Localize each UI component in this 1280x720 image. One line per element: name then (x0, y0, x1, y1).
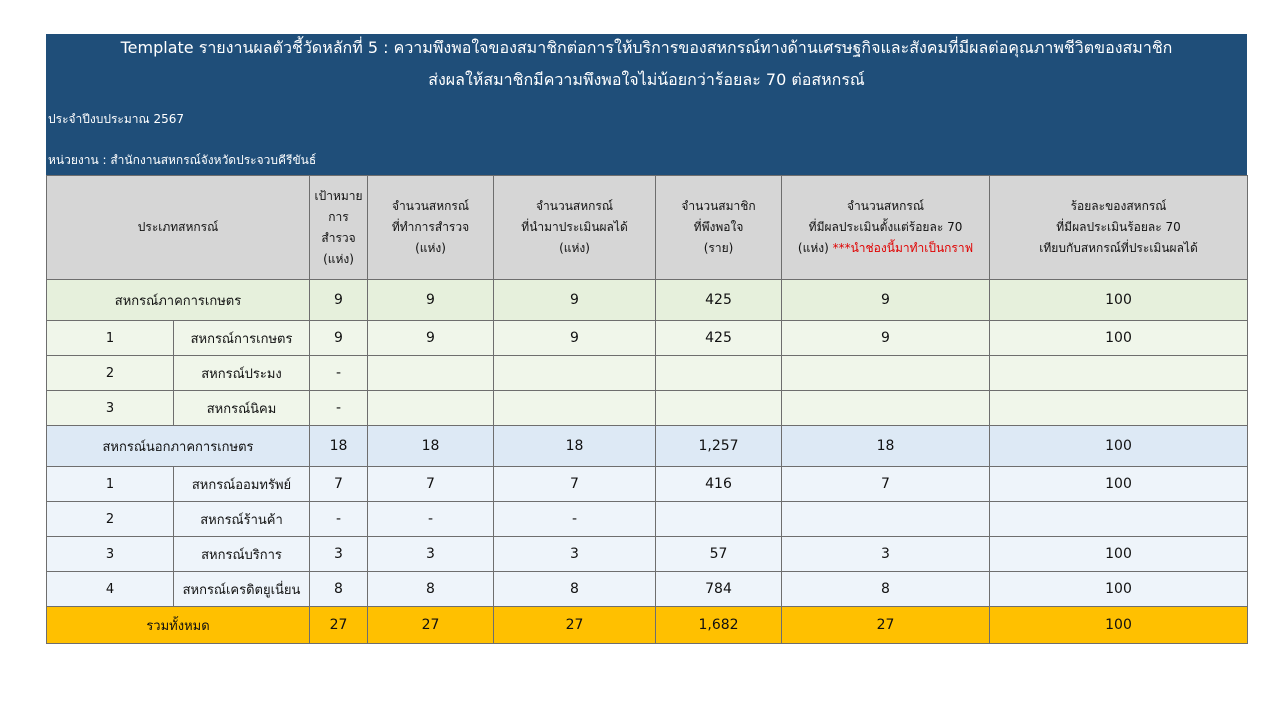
cell-members[interactable]: 1,682 (656, 607, 782, 644)
cell-members[interactable]: 1,257 (656, 426, 782, 467)
cell-members[interactable]: 425 (656, 280, 782, 321)
cell-members[interactable]: 57 (656, 537, 782, 572)
cell-percent[interactable]: 100 (990, 280, 1248, 321)
cell-over70[interactable] (782, 502, 990, 537)
cell-over70[interactable]: 18 (782, 426, 990, 467)
col-header-over70[interactable]: จำนวนสหกรณ์ ที่มีผลประเมินตั้งแต่ร้อยละ 70 (แห่ง) ***นำช่องนี้มาทำเป็นกราฟ (782, 176, 990, 280)
cell-no[interactable]: 1 (47, 321, 174, 356)
report-sheet (46, 34, 1247, 644)
cell-surveyed[interactable]: 7 (368, 467, 494, 502)
cell-evaluable[interactable]: 9 (494, 280, 656, 321)
col-header-type[interactable]: ประเภทสหกรณ์ (47, 176, 310, 280)
cell-members[interactable]: 784 (656, 572, 782, 607)
report-title-line1: Template รายงานผลตัวชี้วัดหลักที่ 5 : ความพึงพอใจของสมาชิกต่อการให้บริการของสหกรณ์ทางด้านเศรษฐกิจและสังคมที่มีผลต่อคุณภาพชีวิตของสมาชิก (120, 38, 1173, 57)
cell-surveyed[interactable]: 9 (368, 280, 494, 321)
col-header-surveyed[interactable]: จำนวนสหกรณ์ ที่ทำการสำรวจ (แห่ง) (368, 176, 494, 280)
cell-target[interactable]: 9 (310, 280, 368, 321)
cell-over70[interactable] (782, 391, 990, 426)
cell-name[interactable]: สหกรณ์ร้านค้า (174, 502, 310, 537)
cell-percent[interactable] (990, 356, 1248, 391)
cell-surveyed[interactable] (368, 391, 494, 426)
table-row (47, 537, 1248, 572)
cell-target[interactable]: 3 (310, 537, 368, 572)
cell-percent[interactable]: 100 (990, 572, 1248, 607)
graph-note: ***นำช่องนี้มาทำเป็นกราฟ (832, 241, 974, 255)
cell-no[interactable]: 2 (47, 356, 174, 391)
cell-target[interactable]: 18 (310, 426, 368, 467)
cell-group-name[interactable]: สหกรณ์ภาคการเกษตร (47, 280, 310, 321)
cell-name[interactable]: สหกรณ์ประมง (174, 356, 310, 391)
cell-evaluable[interactable] (494, 356, 656, 391)
cell-over70[interactable]: 9 (782, 321, 990, 356)
group-row-nonagri (47, 426, 1248, 467)
header-row (47, 176, 1248, 280)
cell-evaluable[interactable]: 18 (494, 426, 656, 467)
cell-evaluable[interactable] (494, 391, 656, 426)
group-row-agri (47, 280, 1248, 321)
cell-percent[interactable]: 100 (990, 607, 1248, 644)
cell-percent[interactable]: 100 (990, 467, 1248, 502)
cell-no[interactable]: 2 (47, 502, 174, 537)
cell-members[interactable] (656, 391, 782, 426)
report-table (46, 175, 1248, 644)
cell-target[interactable]: - (310, 391, 368, 426)
cell-over70[interactable]: 8 (782, 572, 990, 607)
cell-name[interactable]: สหกรณ์การเกษตร (174, 321, 310, 356)
cell-surveyed[interactable]: 9 (368, 321, 494, 356)
col-header-evaluable[interactable]: จำนวนสหกรณ์ ที่นำมาประเมินผลได้ (แห่ง) (494, 176, 656, 280)
cell-evaluable[interactable]: 3 (494, 537, 656, 572)
col-header-target[interactable]: เป้าหมาย การ สำรวจ (แห่ง) (310, 176, 368, 280)
cell-over70[interactable]: 3 (782, 537, 990, 572)
cell-name[interactable]: สหกรณ์เครดิตยูเนี่ยน (174, 572, 310, 607)
cell-over70[interactable]: 7 (782, 467, 990, 502)
table-row (47, 391, 1248, 426)
cell-name[interactable]: สหกรณ์ออมทรัพย์ (174, 467, 310, 502)
cell-members[interactable]: 425 (656, 321, 782, 356)
cell-percent[interactable]: 100 (990, 321, 1248, 356)
cell-no[interactable]: 3 (47, 537, 174, 572)
cell-total-label[interactable]: รวมทั้งหมด (47, 607, 310, 644)
col-header-members[interactable]: จำนวนสมาชิก ที่พึงพอใจ (ราย) (656, 176, 782, 280)
cell-evaluable[interactable]: - (494, 502, 656, 537)
cell-target[interactable]: 27 (310, 607, 368, 644)
fiscal-year-label: ประจำปีงบประมาณ 2567 (48, 112, 185, 126)
report-banner (46, 34, 1247, 175)
table-row (47, 572, 1248, 607)
cell-evaluable[interactable]: 27 (494, 607, 656, 644)
cell-no[interactable]: 1 (47, 467, 174, 502)
table-row (47, 321, 1248, 356)
cell-target[interactable]: 8 (310, 572, 368, 607)
cell-target[interactable]: - (310, 502, 368, 537)
cell-surveyed[interactable] (368, 356, 494, 391)
cell-evaluable[interactable]: 8 (494, 572, 656, 607)
cell-no[interactable]: 3 (47, 391, 174, 426)
cell-group-name[interactable]: สหกรณ์นอกภาคการเกษตร (47, 426, 310, 467)
cell-surveyed[interactable]: 27 (368, 607, 494, 644)
cell-evaluable[interactable]: 9 (494, 321, 656, 356)
cell-members[interactable] (656, 502, 782, 537)
table-row (47, 356, 1248, 391)
cell-name[interactable]: สหกรณ์นิคม (174, 391, 310, 426)
cell-over70[interactable] (782, 356, 990, 391)
cell-no[interactable]: 4 (47, 572, 174, 607)
table-row (47, 502, 1248, 537)
col-header-percent[interactable]: ร้อยละของสหกรณ์ ที่มีผลประเมินร้อยละ 70 เทียบกับสหกรณ์ที่ประเมินผลได้ (990, 176, 1248, 280)
agency-label: หน่วยงาน : สำนักงานสหกรณ์จังหวัดประจวบคีรีขันธ์ (48, 153, 317, 167)
total-row (47, 607, 1248, 644)
cell-percent[interactable]: 100 (990, 537, 1248, 572)
cell-target[interactable]: - (310, 356, 368, 391)
cell-over70[interactable]: 9 (782, 280, 990, 321)
cell-surveyed[interactable]: 3 (368, 537, 494, 572)
cell-members[interactable]: 416 (656, 467, 782, 502)
cell-surveyed[interactable]: - (368, 502, 494, 537)
cell-evaluable[interactable]: 7 (494, 467, 656, 502)
cell-percent[interactable] (990, 502, 1248, 537)
cell-name[interactable]: สหกรณ์บริการ (174, 537, 310, 572)
cell-members[interactable] (656, 356, 782, 391)
cell-surveyed[interactable]: 18 (368, 426, 494, 467)
cell-surveyed[interactable]: 8 (368, 572, 494, 607)
cell-percent[interactable] (990, 391, 1248, 426)
cell-over70[interactable]: 27 (782, 607, 990, 644)
cell-target[interactable]: 7 (310, 467, 368, 502)
cell-percent[interactable]: 100 (990, 426, 1248, 467)
report-title-line2: ส่งผลให้สมาชิกมีความพึงพอใจไม่น้อยกว่าร้อยละ 70 ต่อสหกรณ์ (428, 70, 865, 89)
cell-target[interactable]: 9 (310, 321, 368, 356)
table-row (47, 467, 1248, 502)
